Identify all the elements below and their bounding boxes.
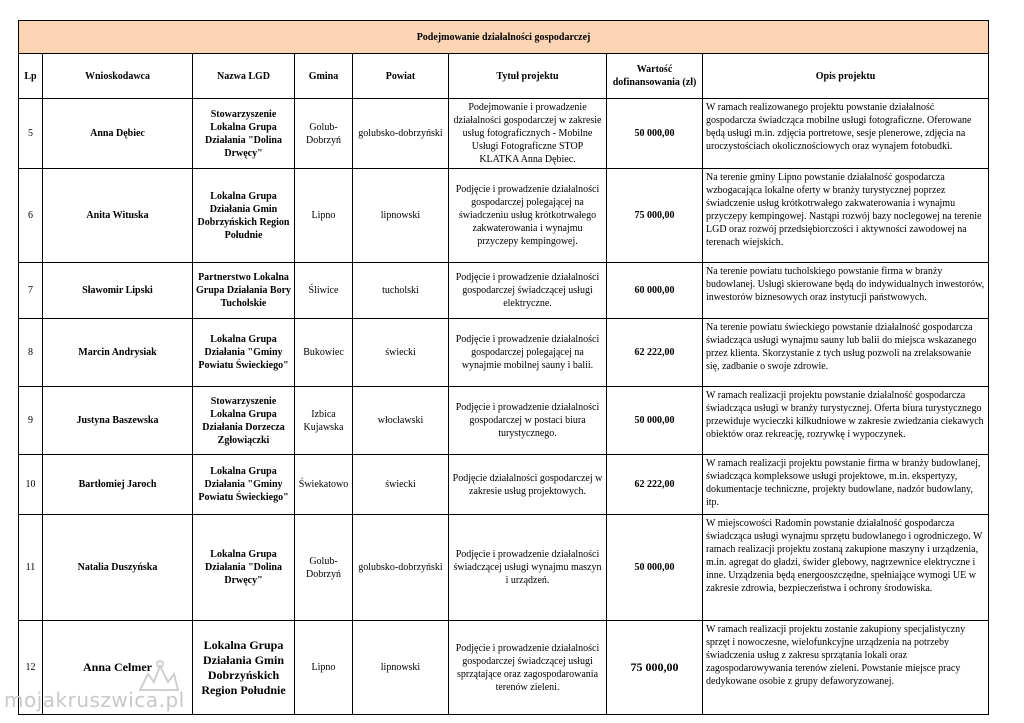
- cell-lp: 10: [19, 455, 43, 515]
- header-gmina: Gmina: [295, 54, 353, 99]
- cell-opis: W ramach realizowanego projektu powstanie działalność gospodarcza świadcząca mobilne usługi fotograficzne. Oferowane będą usługi m.in. zdjęcia portretowe, sesje plenerowe, zdjęcia na uroczystościach okolicznościowych oraz wynajem fotobudki.: [703, 99, 989, 169]
- cell-gmina: Golub-Dobrzyń: [295, 99, 353, 169]
- header-row: [19, 54, 989, 99]
- cell-wartosc: 60 000,00: [607, 263, 703, 319]
- header-tytul: Tytuł projektu: [449, 54, 607, 99]
- cell-powiat: lipnowski: [353, 169, 449, 263]
- cell-wartosc: 75 000,00: [607, 621, 703, 715]
- cell-tytul: Podjęcie i prowadzenie działalności gospodarczej polegającej na wynajmie mobilnej sauny i balii.: [449, 319, 607, 387]
- cell-powiat: tucholski: [353, 263, 449, 319]
- cell-wnioskodawca: Marcin Andrysiak: [43, 319, 193, 387]
- header-lgd: Nazwa LGD: [193, 54, 295, 99]
- cell-opis: W ramach realizacji projektu powstanie działalność gospodarcza świadcząca usługi w branży turystycznej. Oferta biura turystycznego przewiduje wycieczki kilkudniowe w zakresie zwiedzania ciekawych obiektów oraz rekreację, rozrywkę i wypoczynek.: [703, 387, 989, 455]
- cell-lp: 12: [19, 621, 43, 715]
- cell-opis: W miejscowości Radomin powstanie działalność gospodarcza świadcząca usługi wynajmu sprzętu budowlanego i ogrodniczego. W ramach realizacji projektu zostaną zakupione maszyny i urządzenia, m.in. agregat do gładzi, świder glebowy, nagrzewnice elektryczne i inne. Urządzenia będą energooszczędne, spełniające wymogi UE w zakresie zdrowia, bezpieczeństwa i ochrony środowiska.: [703, 515, 989, 621]
- cell-powiat: świecki: [353, 319, 449, 387]
- header-wartosc: Wartość dofinansowania (zł): [607, 54, 703, 99]
- cell-lgd: Stowarzyszenie Lokalna Grupa Działania Dorzecza Zgłowiączki: [193, 387, 295, 455]
- header-opis: Opis projektu: [703, 54, 989, 99]
- cell-lp: 11: [19, 515, 43, 621]
- grants-table: [18, 20, 989, 715]
- cell-gmina: Śliwice: [295, 263, 353, 319]
- cell-lp: 7: [19, 263, 43, 319]
- table-row: [19, 455, 989, 515]
- cell-gmina: Świekatowo: [295, 455, 353, 515]
- cell-lgd: Stowarzyszenie Lokalna Grupa Działania "Dolina Drwęcy": [193, 99, 295, 169]
- cell-gmina: Izbica Kujawska: [295, 387, 353, 455]
- cell-wnioskodawca: Anna Celmer: [43, 621, 193, 715]
- cell-wartosc: 50 000,00: [607, 515, 703, 621]
- cell-lp: 8: [19, 319, 43, 387]
- cell-lp: 9: [19, 387, 43, 455]
- cell-opis: Na terenie powiatu świeckiego powstanie działalność gospodarcza świadcząca usługi wynajmu sauny lub balii do miejsca wskazanego przez klienta. Skorzystanie z tych usług pozwoli na zrelaksowanie się, zadbanie o swoje zdrowie.: [703, 319, 989, 387]
- cell-tytul: Podejmowanie i prowadzenie działalności gospodarczej w zakresie usług fotograficznych - Mobilne Usługi Fotograficzne STOP KLATKA Anna Dębiec.: [449, 99, 607, 169]
- cell-lgd: Partnerstwo Lokalna Grupa Działania Bory Tucholskie: [193, 263, 295, 319]
- cell-wartosc: 62 222,00: [607, 319, 703, 387]
- watermark-text: mojakruszwica.pl: [4, 688, 185, 712]
- cell-wnioskodawca: Natalia Duszyńska: [43, 515, 193, 621]
- cell-wartosc: 50 000,00: [607, 99, 703, 169]
- cell-opis: Na terenie powiatu tucholskiego powstanie firma w branży budowlanej. Usługi skierowane będą do indywidualnych inwestorów, inwestorów biznesowych oraz instytucji państwowych.: [703, 263, 989, 319]
- cell-lp: 6: [19, 169, 43, 263]
- cell-tytul: Podjęcie działalności gospodarczej w zakresie usług projektowych.: [449, 455, 607, 515]
- table-row: [19, 99, 989, 169]
- cell-tytul: Podjęcie i prowadzenie działalności gospodarczej świadczącej usługi elektryczne.: [449, 263, 607, 319]
- cell-wartosc: 62 222,00: [607, 455, 703, 515]
- cell-lgd: Lokalna Grupa Działania Gmin Dobrzyńskich Region Południe: [193, 621, 295, 715]
- cell-powiat: włocławski: [353, 387, 449, 455]
- cell-gmina: Golub-Dobrzyń: [295, 515, 353, 621]
- cell-lgd: Lokalna Grupa Działania Gmin Dobrzyńskich Region Południe: [193, 169, 295, 263]
- cell-lgd: Lokalna Grupa Działania "Dolina Drwęcy": [193, 515, 295, 621]
- cell-tytul: Podjęcie i prowadzenie działalności gospodarczej w postaci biura turystycznego.: [449, 387, 607, 455]
- cell-lgd: Lokalna Grupa Działania "Gminy Powiatu Świeckiego": [193, 455, 295, 515]
- cell-powiat: golubsko-dobrzyński: [353, 99, 449, 169]
- cell-gmina: Bukowiec: [295, 319, 353, 387]
- table-row: [19, 263, 989, 319]
- table-title-row: [19, 21, 989, 54]
- cell-opis: Na terenie gminy Lipno powstanie działalność gospodarcza wzbogacająca lokalne oferty w branży turystycznej poprzez świadczenie usług krótkotrwałego zakwaterowania i wynajmu przyczepy kempingowej. Nastąpi rozwój bazy noclegowej na terenie LGD oraz rozwój przedsiębiorczości i aktywności zawodowej na terenach wiejskich.: [703, 169, 989, 263]
- table-row: [19, 169, 989, 263]
- cell-wnioskodawca: Sławomir Lipski: [43, 263, 193, 319]
- cell-wartosc: 50 000,00: [607, 387, 703, 455]
- cell-powiat: lipnowski: [353, 621, 449, 715]
- cell-opis: W ramach realizacji projektu zostanie zakupiony specjalistyczny sprzęt i nowoczesne, wielofunkcyjne urządzenia na potrzeby świadczenia usług z zakresu sprzątania lokali oraz zagospodarowywania terenów zieleni. Powstanie miejsce pracy dedykowane osobie z grupy defaworyzowanej.: [703, 621, 989, 715]
- cell-tytul: Podjęcie i prowadzenie działalności gospodarczej polegającej na świadczeniu usług krótkotrwałego zakwaterowania i wynajmu przyczepy kempingowej.: [449, 169, 607, 263]
- header-wnioskodawca: Wnioskodawca: [43, 54, 193, 99]
- cell-powiat: golubsko-dobrzyński: [353, 515, 449, 621]
- cell-wnioskodawca: Anna Dębiec: [43, 99, 193, 169]
- cell-gmina: Lipno: [295, 621, 353, 715]
- cell-wartosc: 75 000,00: [607, 169, 703, 263]
- table-row: [19, 319, 989, 387]
- header-lp: Lp: [19, 54, 43, 99]
- header-powiat: Powiat: [353, 54, 449, 99]
- cell-opis: W ramach realizacji projektu powstanie firma w branży budowlanej, świadcząca kompleksowe usługi projektowe, m.in. ekspertyzy, dokumentacje techniczne, projekty budowlane, nadzór budowlany, itp.: [703, 455, 989, 515]
- cell-tytul: Podjęcie i prowadzenie działalności świadczącej usługi wynajmu maszyn i urządzeń.: [449, 515, 607, 621]
- cell-wnioskodawca: Bartłomiej Jaroch: [43, 455, 193, 515]
- cell-gmina: Lipno: [295, 169, 353, 263]
- cell-powiat: świecki: [353, 455, 449, 515]
- cell-lgd: Lokalna Grupa Działania "Gminy Powiatu Świeckiego": [193, 319, 295, 387]
- table-title: Podejmowanie działalności gospodarczej: [19, 21, 989, 54]
- cell-tytul: Podjęcie i prowadzenie działalności gospodarczej świadczącej usługi sprzątające oraz zagospodarowania terenów zieleni.: [449, 621, 607, 715]
- table-row: [19, 387, 989, 455]
- table-row: [19, 515, 989, 621]
- cell-lp: 5: [19, 99, 43, 169]
- cell-wnioskodawca: Justyna Baszewska: [43, 387, 193, 455]
- cell-wnioskodawca: Anita Wituska: [43, 169, 193, 263]
